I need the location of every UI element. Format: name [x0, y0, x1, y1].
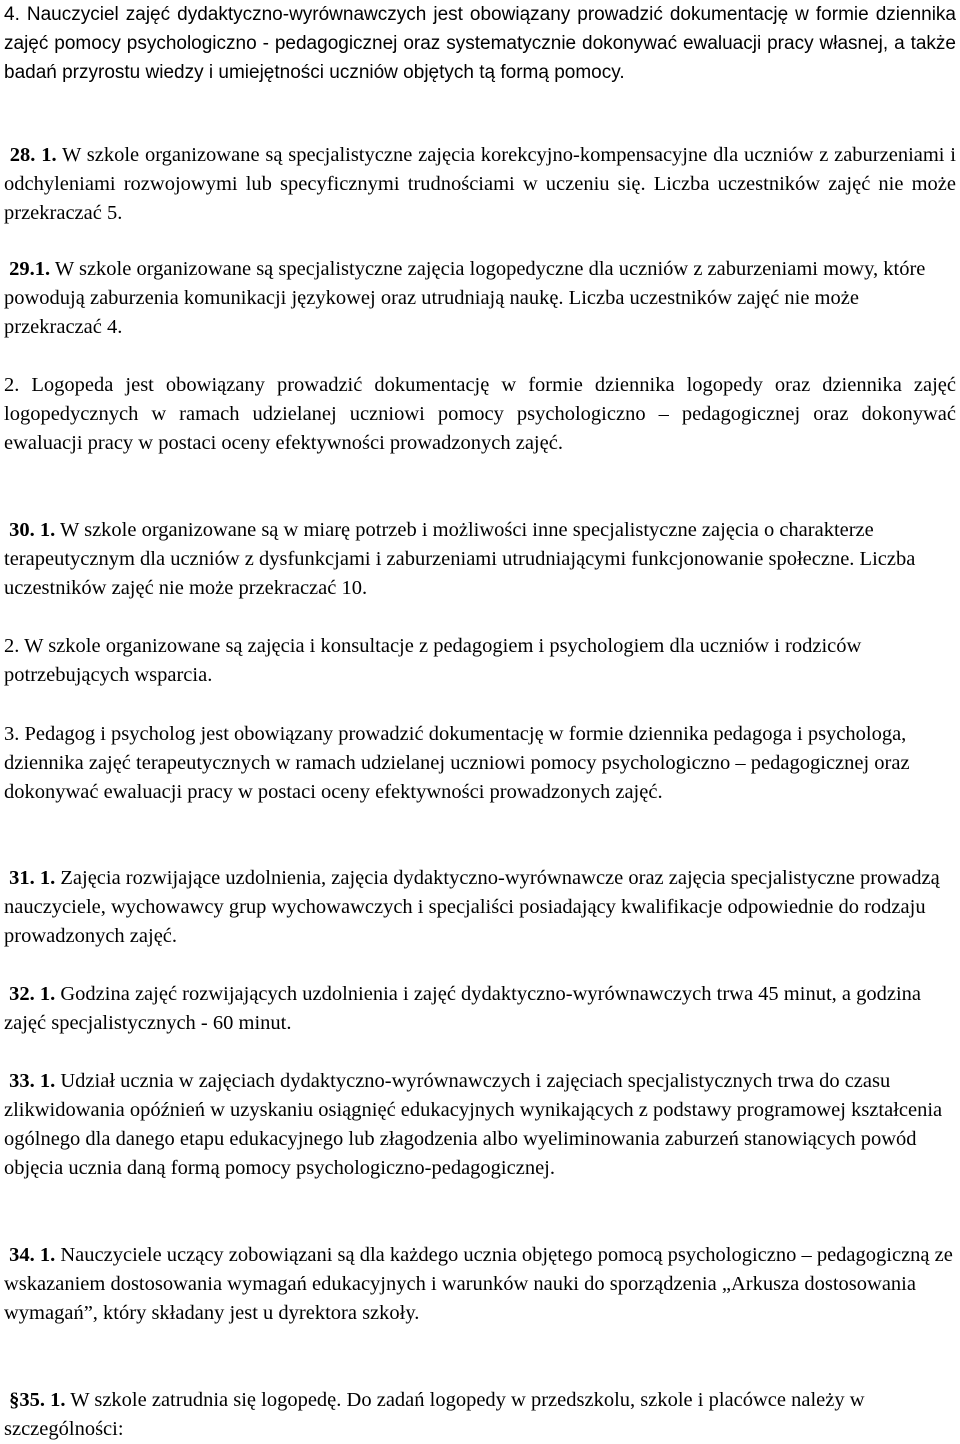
section-number: 34. 1. [9, 1244, 56, 1266]
section-32-1 [4, 980, 956, 1038]
paragraph-text: 4. Nauczyciel zajęć dydaktyczno-wyrównawczych jest obowiązany prowadzić dokumentację w formie dziennika zajęć pomocy psychologiczno - pedagogicznej oraz systematycznie dokonywać ewaluacji pracy własnej, a także badań przyrostu wiedzy i umiejętności uczniów objętych tą formą pomocy. [4, 4, 956, 83]
paragraph-4 [4, 0, 956, 87]
section-number: 29.1. [9, 258, 51, 280]
section-number: 33. 1. [9, 1070, 56, 1092]
paragraph-text: Zajęcia rozwijające uzdolnienia, zajęcia dydaktyczno-wyrównawcze oraz zajęcia specjalistyczne prowadzą nauczyciele, wychowawcy grup wychowawczych i specjaliści posiadający kwalifikacje odpowiednie do rodzaju prowadzonych zajęć. [4, 867, 940, 947]
paragraph-text: 2. W szkole organizowane są zajęcia i konsultacje z pedagogiem i psychologiem dla uczniów i rodziców potrzebujących wsparcia. [4, 635, 862, 686]
section-number: 30. 1. [9, 519, 56, 541]
section-30-3 [4, 720, 956, 807]
paragraph-text: W szkole organizowane są specjalistyczne zajęcia logopedyczne dla uczniów z zaburzeniami mowy, które powodują zaburzenia komunikacji językowej oraz utrudniają naukę. Liczba uczestników zajęć nie może przekraczać 4. [4, 258, 926, 338]
section-33-1 [4, 1067, 956, 1183]
section-34-1 [4, 1241, 956, 1328]
paragraph-text: 3. Pedagog i psycholog jest obowiązany prowadzić dokumentację w formie dziennika pedagoga i psychologa, dziennika zajęć terapeutycznych w ramach udzielanej uczniowi pomocy psychologiczno – pedagogicznej oraz dokonywać ewaluacji pracy w postaci oceny efektywności prowadzonych zajęć. [4, 723, 910, 803]
paragraph-text: W szkole organizowane są specjalistyczne zajęcia korekcyjno-kompensacyjne dla uczniów z zaburzeniami i odchyleniami rozwojowymi lub specyficznymi trudnościami w uczeniu się. Liczba uczestników zajęć nie może przekraczać 5. [4, 144, 956, 224]
section-number: 32. 1. [9, 983, 56, 1005]
section-29-1 [4, 255, 956, 342]
paragraph-text: W szkole organizowane są w miarę potrzeb i możliwości inne specjalistyczne zajęcia o charakterze terapeutycznym dla uczniów z dysfunkcjami i zaburzeniami utrudniającymi funkcjonowanie społeczne. Liczba uczestników zajęć nie może przekraczać 10. [4, 519, 916, 599]
section-29-2 [4, 371, 956, 458]
section-30-1 [4, 516, 956, 603]
paragraph-text: Udział ucznia w zajęciach dydaktyczno-wyrównawczych i zajęciach specjalistycznych trwa do czasu zlikwidowania opóźnień w uzyskaniu osiągnięć edukacyjnych wynikających z podstawy programowej kształcenia ogólnego dla danego etapu edukacyjnego lub złagodzenia albo wyeliminowania zaburzeń stanowiących powód objęcia ucznia daną formą pomocy psychologiczno-pedagogicznej. [4, 1070, 943, 1179]
section-number: 31. 1. [9, 867, 56, 889]
paragraph-text: 2. Logopeda jest obowiązany prowadzić dokumentację w formie dziennika logopedy oraz dziennika zajęć logopedycznych w ramach udzielanej uczniowi pomocy psychologiczno – pedagogicznej oraz dokonywać ewaluacji pracy w postaci oceny efektywności prowadzonych zajęć. [4, 374, 956, 454]
section-number: 28. 1. [9, 144, 57, 166]
section-31-1 [4, 864, 956, 951]
paragraph-text: W szkole zatrudnia się logopedę. Do zadań logopedy w przedszkolu, szkole i placówce należy w szczególności: [4, 1389, 865, 1440]
section-30-2 [4, 632, 956, 690]
paragraph-text: Godzina zajęć rozwijających uzdolnienia i zajęć dydaktyczno-wyrównawczych trwa 45 minut, a godzina zajęć specjalistycznych - 60 minut. [4, 983, 922, 1034]
paragraph-text: Nauczyciele uczący zobowiązani są dla każdego ucznia objętego pomocą psychologiczno – pedagogiczną ze wskazaniem dostosowania wymagań edukacyjnych i warunków nauki do sporządzenia „Arkusza dostosowania wymagań”, który składany jest u dyrektora szkoły. [4, 1244, 953, 1324]
section-35-1 [4, 1386, 956, 1444]
section-number: §35. 1. [9, 1389, 66, 1411]
section-28-1 [4, 141, 956, 228]
